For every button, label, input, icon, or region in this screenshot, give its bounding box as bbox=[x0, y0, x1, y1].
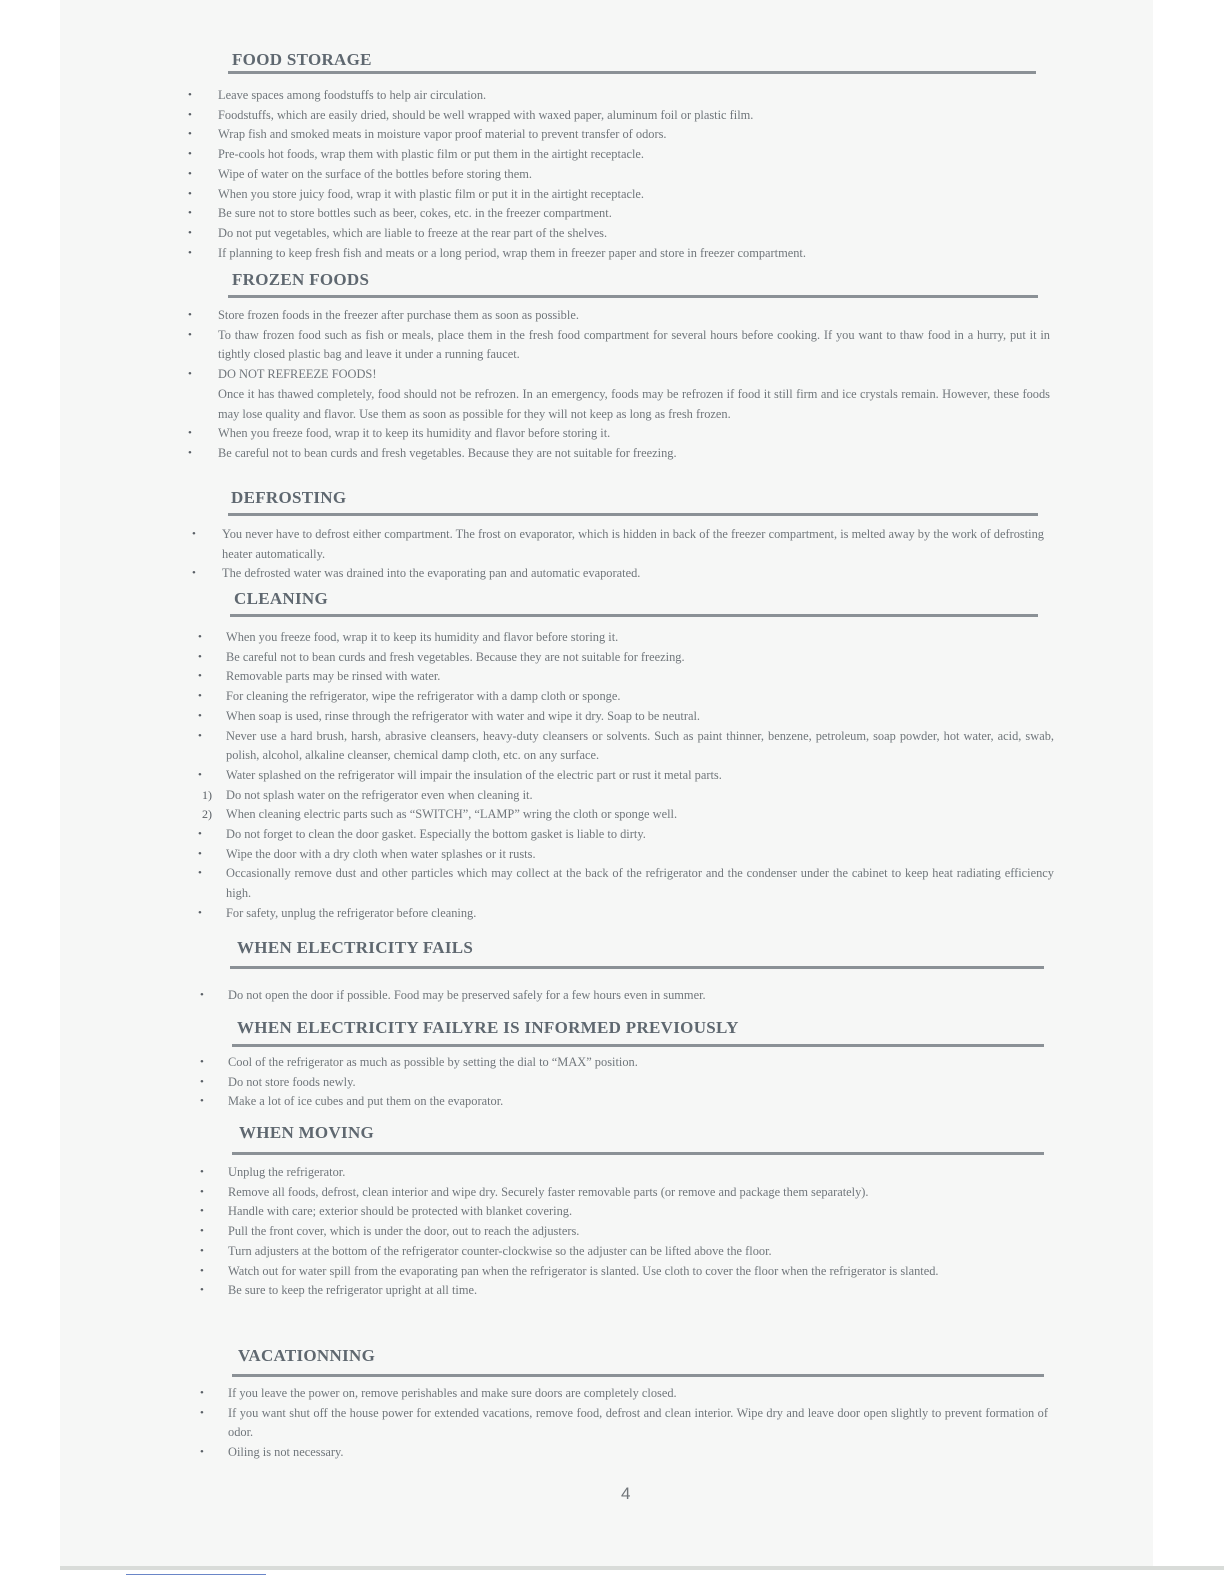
item-list bbox=[200, 1384, 1048, 1463]
list-item: • Unplug the refrigerator. bbox=[200, 1165, 346, 1179]
list-item: • Never use a hard brush, harsh, abrasive cleansers, heavy-duty cleansers or solvents. Such as paint thinner, benzene, petroleum, soap powder, hot water, acid, swab, polish, alcohol, alkaline cleanser, chemical damp cloth, etc. on any surface. bbox=[198, 728, 1054, 763]
list-item: 2) When cleaning electric parts such as “SWITCH”, “LAMP” wring the cloth or sponge well. bbox=[202, 807, 678, 822]
list-item: • When soap is used, rinse through the refrigerator with water and wipe it dry. Soap to be neutral. bbox=[198, 708, 701, 723]
list-item: • Be careful not to bean curds and fresh vegetables. Because they are not suitable for freezing. bbox=[188, 445, 677, 460]
section-title: WHEN ELECTRICITY FAILYRE IS INFORMED PREVIOUSLY bbox=[237, 1018, 739, 1037]
list-item: • Make a lot of ice cubes and put them on the evaporator. bbox=[200, 1094, 504, 1109]
list-item: • Be sure to keep the refrigerator upright at all time. bbox=[200, 1283, 478, 1298]
section-divider bbox=[232, 1152, 1044, 1155]
list-item: • Wipe the door with a dry cloth when water splashes or it rusts. bbox=[198, 846, 536, 861]
section-divider bbox=[228, 295, 1038, 298]
list-item: • Do not put vegetables, which are liable to freeze at the rear part of the shelves. bbox=[188, 225, 608, 240]
list-item: • Watch out for water spill from the evaporating pan when the refrigerator is slanted. Use cloth to cover the floor when the refrigerator is slanted. bbox=[200, 1263, 939, 1278]
list-item: • For safety, unplug the refrigerator before cleaning. bbox=[198, 905, 477, 920]
list-item: • Handle with care; exterior should be protected with blanket covering. bbox=[200, 1204, 573, 1219]
list-item: • To thaw frozen food such as fish or meals, place them in the fresh food compartment for several hours before cooking. If you want to thaw food in a hurry, put it in tightly closed plastic bag and leave it under a running faucet. bbox=[188, 327, 1050, 362]
list-item: • For cleaning the refrigerator, wipe the refrigerator with a damp cloth or sponge. bbox=[198, 689, 621, 704]
section-title: WHEN ELECTRICITY FAILS bbox=[237, 938, 474, 957]
list-item: • Wipe of water on the surface of the bottles before storing them. bbox=[188, 166, 532, 181]
item-list bbox=[200, 1053, 1054, 1112]
list-item: • When you store juicy food, wrap it with plastic film or put it in the airtight receptacle. bbox=[188, 186, 644, 201]
item-list bbox=[192, 525, 1044, 584]
list-item: • Be sure not to store bottles such as beer, cokes, etc. in the freezer compartment. bbox=[188, 206, 612, 221]
list-item: • Be careful not to bean curds and fresh vegetables. Because they are not suitable for freezing. bbox=[198, 649, 685, 664]
list-item: • Store frozen foods in the freezer after purchase them as soon as possible. bbox=[188, 308, 579, 322]
list-item: • Oiling is not necessary. bbox=[200, 1445, 344, 1460]
list-item: • Turn adjusters at the bottom of the refrigerator counter-clockwise so the adjuster can be lifted above the floor. bbox=[200, 1243, 772, 1258]
section-title: WHEN MOVING bbox=[239, 1123, 375, 1142]
section-title: VACATIONNING bbox=[238, 1346, 376, 1365]
item-list bbox=[188, 306, 1050, 464]
list-item: • Water splashed on the refrigerator will impair the insulation of the electric part or rust it metal parts. bbox=[198, 767, 722, 782]
list-item: 1) Do not splash water on the refrigerator even when cleaning it. bbox=[202, 787, 533, 802]
section-title: DEFROSTING bbox=[231, 488, 347, 507]
manual-page bbox=[60, 0, 1153, 1567]
item-list bbox=[200, 986, 1054, 1006]
list-item: • If planning to keep fresh fish and meats or a long period, wrap them in freezer paper and store in freezer compartment. bbox=[188, 245, 806, 260]
list-item: • Removable parts may be rinsed with water. bbox=[198, 669, 441, 684]
list-item: • When you freeze food, wrap it to keep its humidity and flavor before storing it. bbox=[198, 630, 619, 644]
item-list bbox=[188, 86, 1038, 263]
section-title: FOOD STORAGE bbox=[232, 50, 372, 69]
list-item: • If you want shut off the house power for extended vacations, remove food, defrost and clean interior. Wipe dry and leave door open slightly to prevent formation of odor. bbox=[200, 1405, 1048, 1440]
list-item: • DO NOT REFREEZE FOODS! Once it has thawed completely, food should not be refrozen. In an emergency, foods may be refrozen if food it still firm and ice crystals remain. However, these foods may lose quality and flavor. Use them as soon as possible for they will not keep as long as fresh frozen. bbox=[188, 367, 1050, 421]
section-title: FROZEN FOODS bbox=[232, 270, 370, 289]
list-item: • Do not open the door if possible. Food may be preserved safely for a few hours even in summer. bbox=[200, 988, 706, 1002]
page-bottom-edge bbox=[60, 1566, 1224, 1570]
section-divider bbox=[232, 1374, 1044, 1377]
item-list bbox=[198, 628, 1054, 924]
list-item: • Occasionally remove dust and other particles which may collect at the back of the refrigerator and the condenser under the cabinet to keep heat radiating efficiency high. bbox=[198, 866, 1054, 901]
list-item: • Do not store foods newly. bbox=[200, 1074, 356, 1089]
list-item: • Remove all foods, defrost, clean interior and wipe dry. Securely faster removable parts (or remove and package them separately). bbox=[200, 1184, 869, 1199]
list-item: • When you freeze food, wrap it to keep its humidity and flavor before storing it. bbox=[188, 426, 611, 441]
section-title: CLEANING bbox=[234, 589, 329, 608]
item-list bbox=[200, 1163, 1048, 1301]
refreeze-note: Once it has thawed completely, food should not be refrozen. In an emergency, foods may be refrozen if food it still firm and ice crystals remain. However, these foods may lose quality and flavor. Use them as soon as possible for they will not keep as long as fresh frozen. bbox=[218, 386, 1050, 421]
list-item: • Foodstuffs, which are easily dried, should be well wrapped with waxed paper, aluminum foil or plastic film. bbox=[188, 107, 754, 122]
list-item: • If you leave the power on, remove perishables and make sure doors are completely closed. bbox=[200, 1386, 677, 1400]
section-divider bbox=[230, 614, 1038, 617]
section-divider bbox=[232, 1044, 1044, 1047]
list-item: • Cool of the refrigerator as much as possible by setting the dial to “MAX” position. bbox=[200, 1055, 638, 1069]
list-item: • Leave spaces among foodstuffs to help air circulation. bbox=[188, 88, 487, 102]
list-item: • Pull the front cover, which is under the door, out to reach the adjusters. bbox=[200, 1224, 580, 1239]
section-divider bbox=[228, 513, 1038, 516]
page-number: 4 bbox=[621, 1484, 631, 1503]
list-item: • Wrap fish and smoked meats in moisture vapor proof material to prevent transfer of odors. bbox=[188, 127, 667, 142]
section-divider bbox=[230, 966, 1044, 969]
list-item: • Do not forget to clean the door gasket. Especially the bottom gasket is liable to dirty. bbox=[198, 827, 646, 842]
list-item: • You never have to defrost either compartment. The frost on evaporator, which is hidden in back of the freezer compartment, is melted away by the work of defrosting heater automatically. bbox=[192, 527, 1044, 561]
list-item: • Pre-cools hot foods, wrap them with plastic film or put them in the airtight receptacle. bbox=[188, 147, 644, 162]
list-item: • The defrosted water was drained into the evaporating pan and automatic evaporated. bbox=[192, 566, 641, 581]
section-divider bbox=[228, 71, 1036, 74]
bottom-underline bbox=[126, 1574, 266, 1575]
